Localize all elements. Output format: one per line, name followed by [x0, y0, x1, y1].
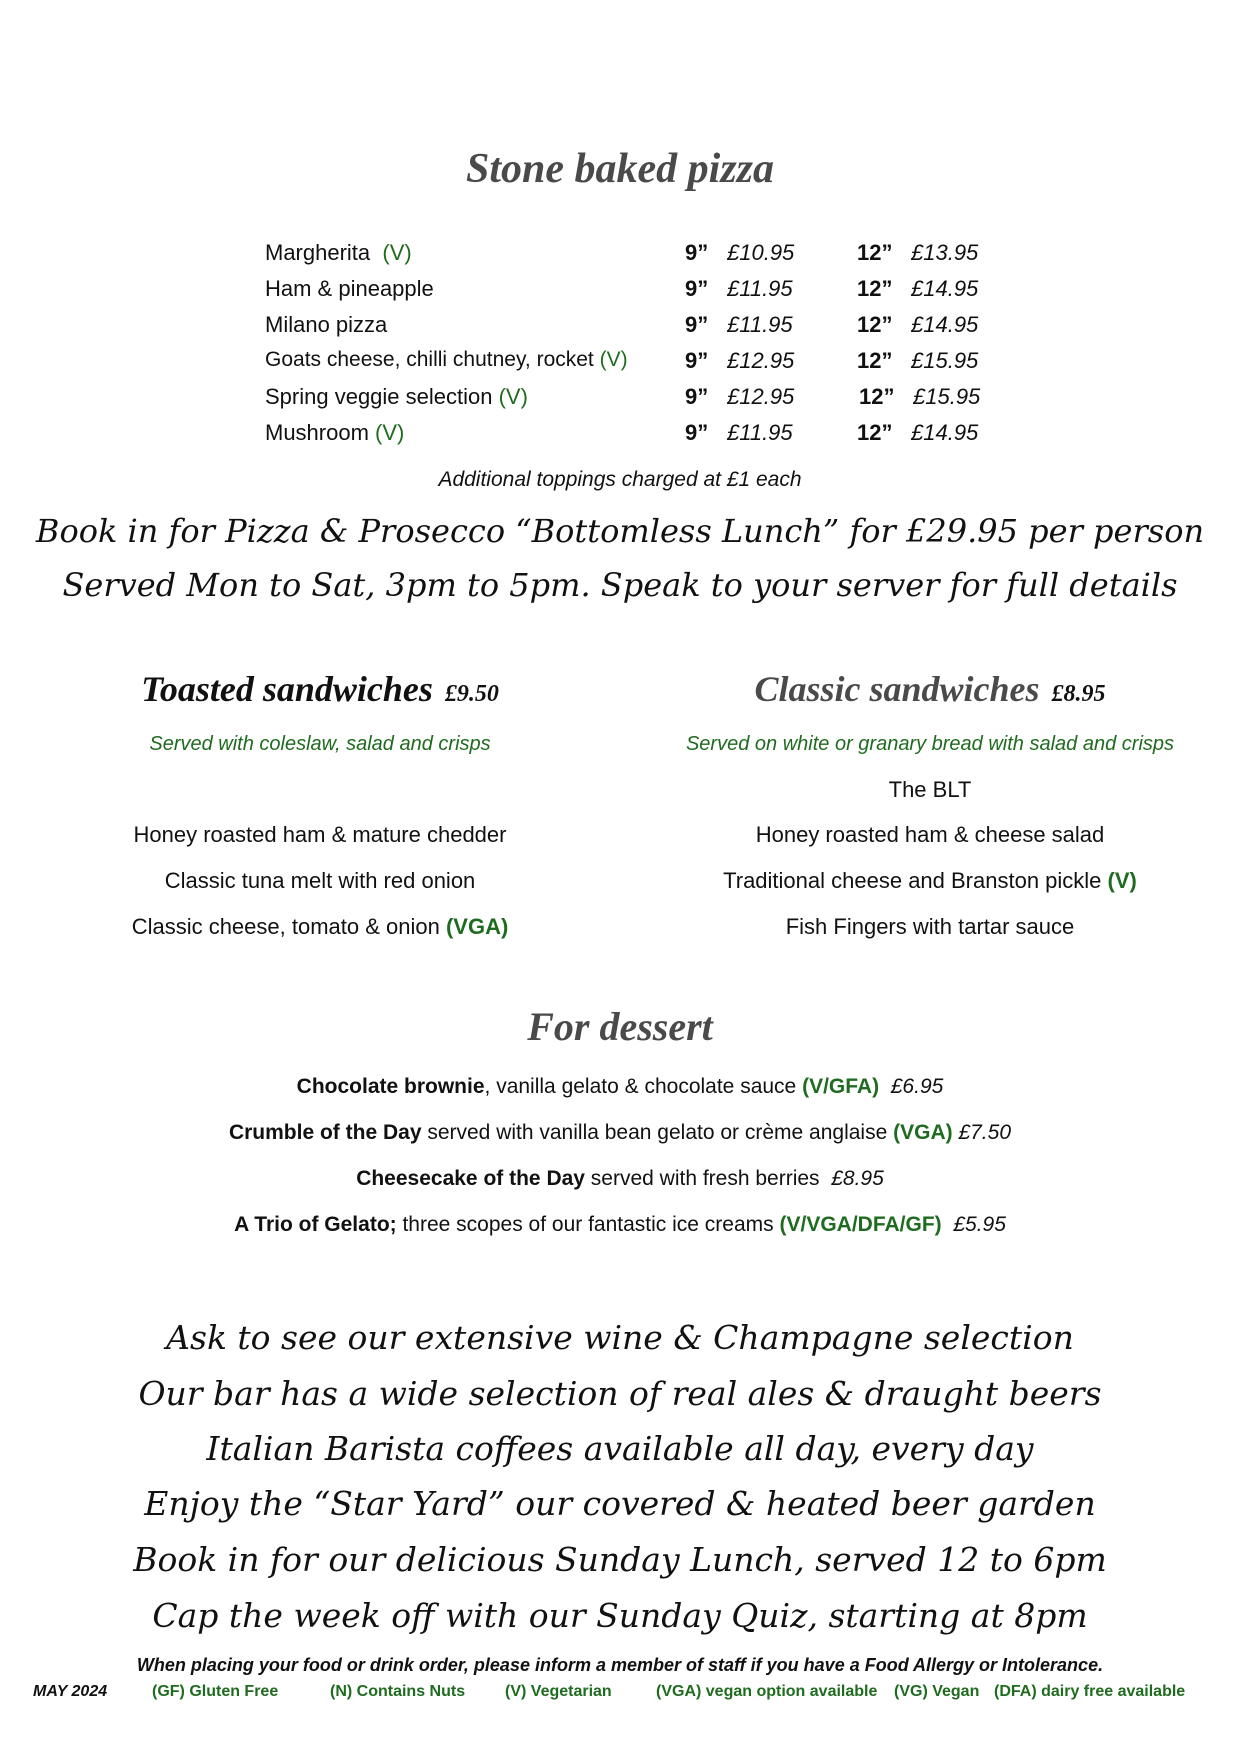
pizza-item: [265, 384, 1025, 420]
pizza-size-small: 9”: [685, 348, 709, 373]
classic-item-text: Traditional cheese and Branston pickle: [723, 868, 1102, 893]
pizza-size-small: 9”: [685, 420, 709, 445]
pizza-price-small: £11.95: [727, 420, 793, 445]
classic-subtitle: Served on white or granary bread with salad and crisps: [685, 733, 1175, 755]
classic-item: Honey roasted ham & cheese salad: [755, 822, 1105, 847]
bottomless-lunch-promo: Book in for Pizza & Prosecco “Bottomless Lunch” for £29.95 per person: [35, 512, 1205, 550]
pizza-price-small: £12.95: [727, 384, 795, 409]
dessert-name: Cheesecake of the Day: [356, 1167, 585, 1190]
dessert-item: [0, 1213, 1240, 1237]
pizza-name: Margherita: [265, 240, 371, 265]
dessert-desc: served with vanilla bean gelato or crème anglaise: [421, 1121, 888, 1144]
dietary-tag: (V): [375, 420, 405, 445]
dessert-item: [0, 1075, 1240, 1099]
toppings-note: Additional toppings charged at £1 each: [438, 468, 802, 491]
dietary-tag: (V): [1107, 868, 1137, 893]
promo-line: Italian Barista coffees available all day, every day: [206, 1429, 1034, 1468]
promo-line: Ask to see our extensive wine & Champagne selection: [166, 1318, 1074, 1357]
pizza-price-small: £10.95: [727, 240, 795, 265]
dietary-tag: (V): [599, 348, 628, 371]
dessert-desc: served with fresh berries: [584, 1167, 820, 1190]
legend-gf: (GF) Gluten Free: [152, 1683, 279, 1700]
pizza-name: Mushroom: [265, 420, 369, 445]
toasted-sandwiches-section: [60, 668, 580, 710]
menu-date: MAY 2024: [33, 1683, 108, 1700]
pizza-size-large: 12”: [857, 276, 893, 301]
pizza-size-small: 9”: [685, 384, 709, 409]
pizza-size-small: 9”: [685, 240, 709, 265]
toasted-item: Classic tuna melt with red onion: [164, 868, 476, 893]
classic-item: Fish Fingers with tartar sauce: [785, 914, 1075, 939]
dietary-tag: (VGA): [445, 914, 509, 939]
dietary-tag: (V): [498, 384, 528, 409]
pizza-size-large: 12”: [857, 240, 893, 265]
pizza-item: [265, 276, 1025, 312]
toasted-item-text: Classic cheese, tomato & onion: [131, 914, 440, 939]
toasted-title-text: Toasted sandwiches: [141, 669, 433, 709]
pizza-size-large: 12”: [857, 420, 893, 445]
legend-vg: (VG) Vegan: [894, 1683, 980, 1700]
dessert-name: Chocolate brownie: [296, 1075, 485, 1098]
legend-v: (V) Vegetarian: [505, 1683, 612, 1700]
pizza-item: [265, 312, 1025, 348]
pizza-size-small: 9”: [685, 276, 709, 301]
pizza-price-small: £12.95: [727, 348, 795, 373]
pizza-size-large: 12”: [857, 312, 893, 337]
dessert-price: £7.50: [958, 1121, 1012, 1144]
pizza-price-large: £15.95: [913, 384, 981, 409]
bottomless-lunch-hours: Served Mon to Sat, 3pm to 5pm. Speak to your server for full details: [62, 566, 1178, 604]
promo-line: Book in for our delicious Sunday Lunch, served 12 to 6pm: [133, 1540, 1107, 1579]
dessert-name: Crumble of the Day: [228, 1121, 422, 1144]
toasted-price: £9.50: [444, 681, 499, 707]
dietary-tag: (V/VGA/DFA/GF): [779, 1213, 942, 1236]
pizza-price-large: £14.95: [911, 420, 979, 445]
pizza-price-large: £14.95: [911, 312, 979, 337]
pizza-section-title: Stone baked pizza: [465, 146, 775, 192]
promo-line: Enjoy the “Star Yard” our covered & heated beer garden: [144, 1484, 1096, 1523]
pizza-size-large: 12”: [857, 348, 893, 373]
dietary-tag: (V/GFA): [802, 1075, 880, 1098]
pizza-name: Ham & pineapple: [265, 276, 434, 301]
pizza-price-large: £13.95: [911, 240, 979, 265]
dessert-desc: , vanilla gelato & chocolate sauce: [484, 1075, 797, 1098]
promo-line: Cap the week off with our Sunday Quiz, starting at 8pm: [152, 1596, 1088, 1635]
allergy-note: When placing your food or drink order, please inform a member of staff if you have a Food Allergy or Intolerance.: [136, 1655, 1104, 1675]
promo-line: Our bar has a wide selection of real ales & draught beers: [138, 1374, 1102, 1413]
dessert-price: £8.95: [831, 1167, 884, 1190]
toasted-sandwiches-title: [141, 669, 499, 709]
pizza-name: Milano pizza: [265, 312, 388, 337]
pizza-size-large: 12”: [859, 384, 895, 409]
pizza-item: [265, 420, 1025, 456]
pizza-price-large: £14.95: [911, 276, 979, 301]
classic-price: £8.95: [1051, 681, 1106, 707]
pizza-price-small: £11.95: [727, 312, 793, 337]
legend-n: (N) Contains Nuts: [330, 1683, 466, 1700]
dessert-name: A Trio of Gelato;: [234, 1213, 397, 1236]
classic-sandwiches-section: [640, 668, 1220, 710]
dessert-desc: three scopes of our fantastic ice creams: [396, 1213, 774, 1236]
toasted-item: Honey roasted ham & mature chedder: [133, 822, 507, 847]
classic-sandwiches-title: [754, 669, 1105, 709]
classic-item: The BLT: [888, 777, 972, 802]
pizza-name: Spring veggie selection: [265, 384, 493, 409]
dessert-price: £6.95: [890, 1075, 944, 1098]
pizza-item: [265, 348, 1025, 384]
classic-item: [640, 868, 1220, 894]
pizza-size-small: 9”: [685, 312, 709, 337]
toasted-subtitle: Served with coleslaw, salad and crisps: [149, 733, 491, 755]
legend-dfa: (DFA) dairy free available: [994, 1683, 1186, 1700]
dessert-section-title: For dessert: [527, 1004, 713, 1049]
pizza-item: [265, 240, 1025, 276]
legend-vga: (VGA) vegan option available: [656, 1683, 878, 1700]
dessert-item: [0, 1167, 1240, 1191]
dietary-tag: (V): [382, 240, 412, 265]
pizza-price-small: £11.95: [727, 276, 793, 301]
pizza-price-large: £15.95: [911, 348, 979, 373]
toasted-item: [60, 914, 580, 940]
dessert-item: [0, 1121, 1240, 1145]
pizza-name: Goats cheese, chilli chutney, rocket: [265, 348, 594, 371]
classic-title-text: Classic sandwiches: [754, 669, 1040, 709]
dietary-tag: (VGA): [893, 1121, 953, 1144]
dessert-price: £5.95: [953, 1213, 1006, 1236]
